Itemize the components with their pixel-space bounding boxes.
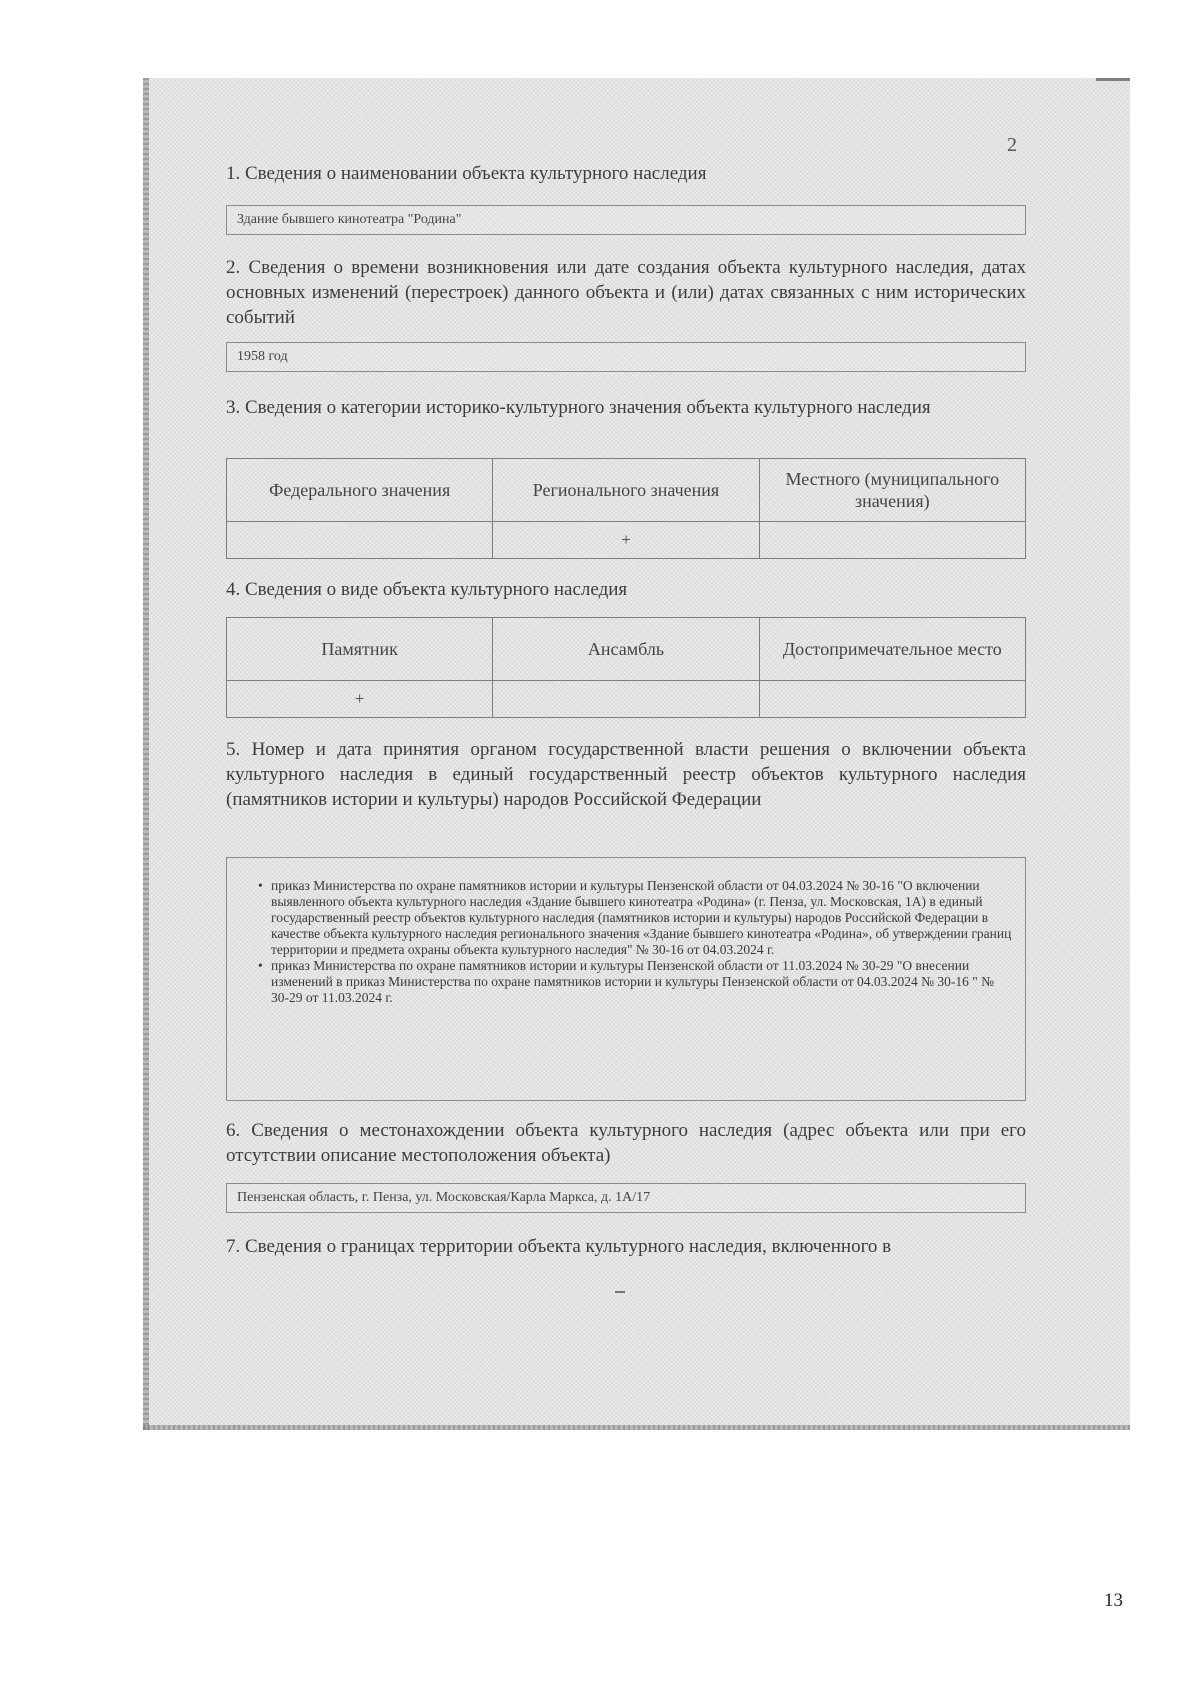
scan-left-edge xyxy=(143,78,149,1430)
object-name-field: Здание бывшего кинотеатра "Родина" xyxy=(226,205,1026,235)
scan-artifact-mark xyxy=(615,1291,625,1293)
section-5-heading: 5. Номер и дата принятия органом государственной власти решения о включении объекта культурного наследия в единый государственный реестр объектов культурного наследия (памятников истории и культуры) народов Российской Федерации xyxy=(226,739,1026,810)
scan-bottom-edge xyxy=(143,1425,1130,1430)
section-1-heading: 1. Сведения о наименовании объекта культурного наследия xyxy=(226,163,707,184)
section-2-heading: 2. Сведения о времени возникновения или дате создания объекта культурного наследия, датах основных изменений (перестроек) данного объекта и (или) датах связанных с ним исторических событий xyxy=(226,257,1026,328)
value-regional: + xyxy=(493,522,759,559)
orders-list xyxy=(227,858,1025,1006)
value-federal xyxy=(227,522,493,559)
column-header-federal: Федерального значения xyxy=(227,459,493,522)
creation-date-field: 1958 год xyxy=(226,342,1026,372)
section-3-heading: 3. Сведения о категории историко-культурного значения объекта культурного наследия xyxy=(226,397,931,418)
order-item: • приказ Министерства по охране памятников истории и культуры Пензенской области от 04.03.2024 № 30-16 "О включении выявленного объекта культурного наследия «Здание бывшего кинотеатра «Родина» (г. Пенза, ул. Московская, 1А) в единый государственный реестр объектов культурного наследия (памятников истории и культуры) народов Российской Федерации в качестве объекта культурного наследия регионального значения «Здание бывшего кинотеатра «Родина», об утверждении границ территории и предмета охраны объекта культурного наследия" № 30-16 от 04.03.2024 г. xyxy=(271,878,1013,958)
section-6-heading: 6. Сведения о местонахождении объекта культурного наследия (адрес объекта или при его отсутствии описание местоположения объекта) xyxy=(226,1120,1026,1166)
section-7-heading: 7. Сведения о границах территории объекта культурного наследия, включенного в xyxy=(226,1236,892,1257)
column-header-regional: Регионального значения xyxy=(493,459,759,522)
significance-category-table xyxy=(226,458,1026,559)
value-landmark xyxy=(759,681,1025,718)
section-4-heading: 4. Сведения о виде объекта культурного наследия xyxy=(226,579,628,600)
scan-corner-mark xyxy=(1096,78,1130,81)
object-type-table xyxy=(226,617,1026,718)
registry-orders-box xyxy=(226,857,1026,1101)
order-item: • приказ Министерства по охране памятников истории и культуры Пензенской области от 11.03.2024 № 30-29 "О внесении изменений в приказ Министерства по охране памятников истории и культуры Пензенской области от 04.03.2024 № 30-16 " № 30-29 от 11.03.2024 г. xyxy=(271,958,1013,1006)
value-monument: + xyxy=(227,681,493,718)
value-local xyxy=(759,522,1025,559)
document-page-number: 13 xyxy=(1104,1590,1123,1611)
column-header-landmark: Достопримечательное место xyxy=(759,618,1025,681)
column-header-local: Местного (муниципального значения) xyxy=(759,459,1025,522)
column-header-monument: Памятник xyxy=(227,618,493,681)
scan-page-number: 2 xyxy=(1007,134,1017,156)
column-header-ensemble: Ансамбль xyxy=(493,618,759,681)
location-address-field: Пензенская область, г. Пенза, ул. Московская/Карла Маркса, д. 1А/17 xyxy=(226,1183,1026,1213)
value-ensemble xyxy=(493,681,759,718)
